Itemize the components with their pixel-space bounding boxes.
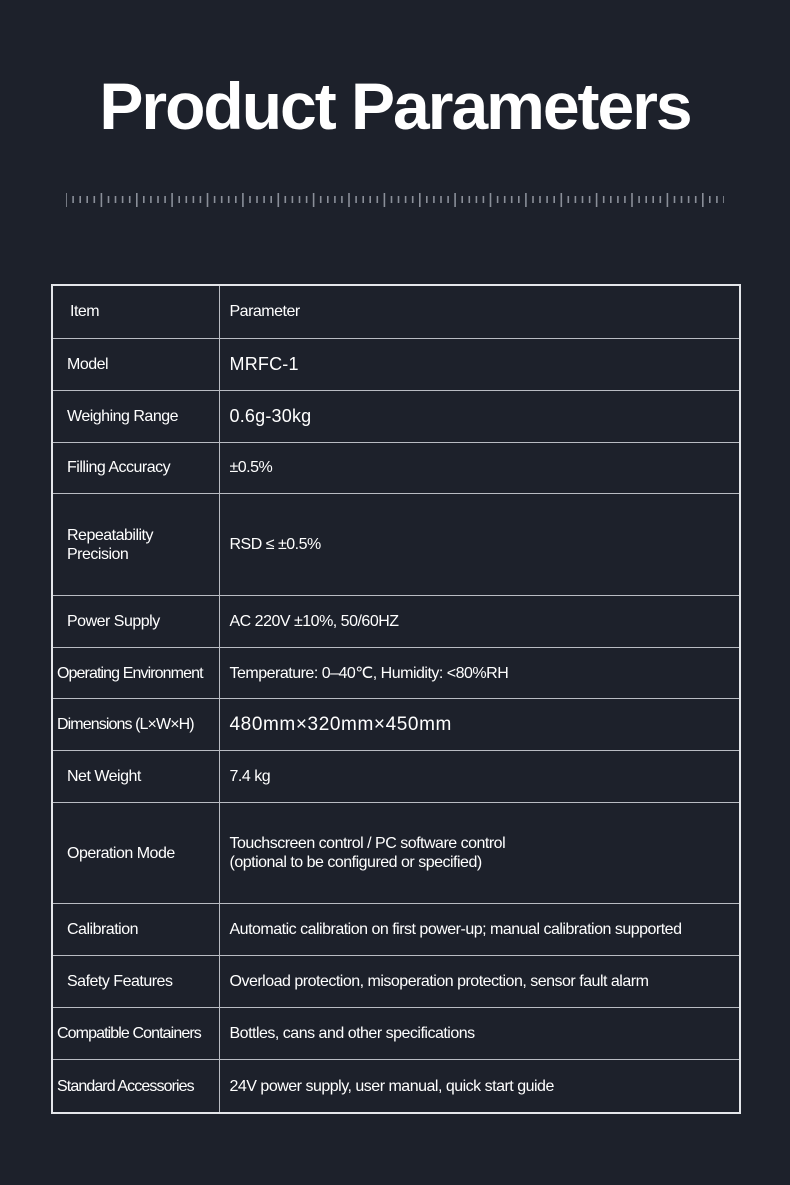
parameters-table [51, 284, 741, 1114]
row-label: Net Weight [52, 751, 219, 803]
table-row-operating-environment [52, 647, 740, 699]
table-header-row [52, 285, 740, 338]
row-label: Standard Accessories [52, 1060, 219, 1113]
row-value: AC 220V ±10%, 50/60HZ [219, 595, 740, 647]
row-label: Compatible Containers [52, 1008, 219, 1060]
table-row-standard-accessories [52, 1060, 740, 1113]
table-row-compatible-containers [52, 1008, 740, 1060]
header-parameter: Parameter [219, 285, 740, 338]
page-title: Product Parameters [99, 69, 691, 143]
row-label: Weighing Range [52, 390, 219, 442]
row-value: Bottles, cans and other specifications [219, 1008, 740, 1060]
row-label: Repeatability Precision [52, 494, 219, 595]
table-row-net-weight [52, 751, 740, 803]
header-item: Item [52, 285, 219, 338]
table-row-model [52, 338, 740, 390]
row-value: 480mm×320mm×450mm [219, 699, 740, 751]
row-value: Temperature: 0–40℃, Humidity: <80%RH [219, 647, 740, 699]
row-value: 7.4 kg [219, 751, 740, 803]
row-label: Dimensions (L×W×H) [52, 699, 219, 751]
row-value: Automatic calibration on first power-up; manual calibration supported [219, 904, 740, 956]
table-row-safety-features [52, 956, 740, 1008]
table-row-dimensions [52, 699, 740, 751]
row-value: RSD ≤ ±0.5% [219, 494, 740, 595]
row-value: Touchscreen control / PC software control (optional to be configured or specified) [219, 803, 740, 904]
row-value: 24V power supply, user manual, quick start guide [219, 1060, 740, 1113]
table-row-filling-accuracy [52, 442, 740, 494]
table-row-calibration [52, 904, 740, 956]
table-row-weighing-range [52, 390, 740, 442]
table-row-repeatability-precision [52, 494, 740, 595]
row-label: Operating Environment [52, 647, 219, 699]
row-label: Model [52, 338, 219, 390]
row-label: Operation Mode [52, 803, 219, 904]
row-value: Overload protection, misoperation protection, sensor fault alarm [219, 956, 740, 1008]
row-value: MRFC-1 [219, 338, 740, 390]
ruler-divider [66, 191, 724, 207]
row-label: Calibration [52, 904, 219, 956]
row-value: ±0.5% [219, 442, 740, 494]
row-label: Safety Features [52, 956, 219, 1008]
table-row-operation-mode [52, 803, 740, 904]
row-label: Filling Accuracy [52, 442, 219, 494]
row-value: 0.6g-30kg [219, 390, 740, 442]
table-row-power-supply [52, 595, 740, 647]
row-label: Power Supply [52, 595, 219, 647]
